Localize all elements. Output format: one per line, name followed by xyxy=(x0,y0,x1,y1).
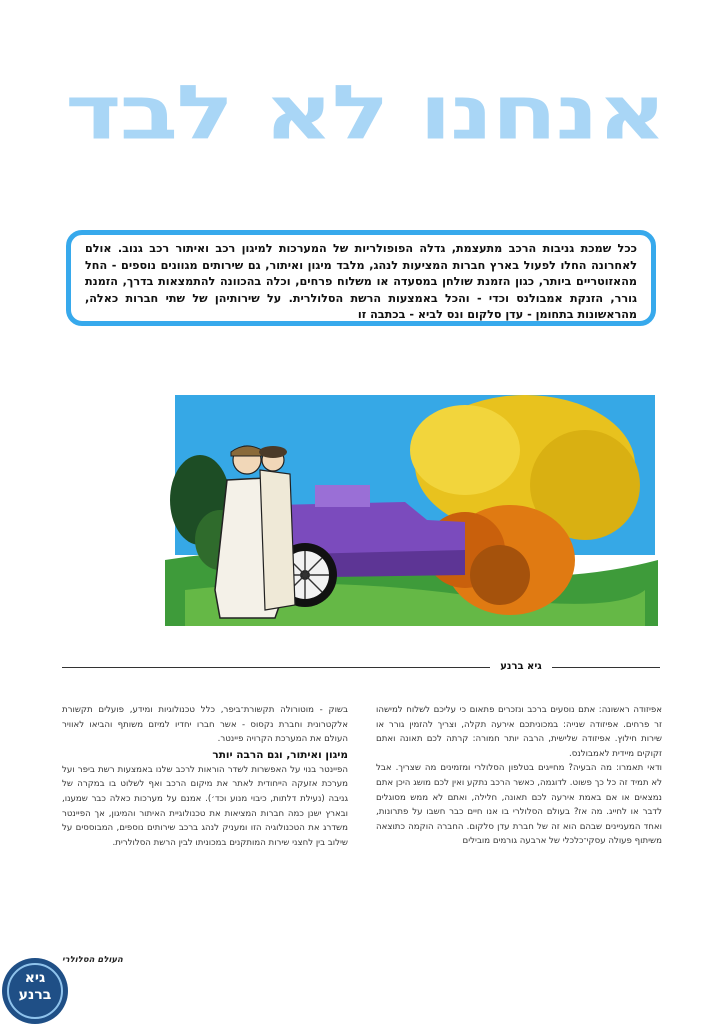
body-paragraph: ודאי תאמרו: מה הבעיה? מחייגים בטלפון הסלולרי ומזמינים מה שצריך. אבל לא תמיד זה כל כך פשוט. לדוגמה, כאשר הרכב נתקע ואין לכם מושג היכן אתם נמצאים או אם באמת אירעה לכם תאונה, חלילה, ואתם לא ממש מסוגלים לדבר או לחייג. מה אז? בעולם הסלולרי בו אנו חיים כבר חשבו על פתרונות, ואחד המעניינים שבהם הוא זה של חברת עדן סלקום. החברה הוקמה כתוצאה משיתוף פעולה עסקי־כלכלי של ארבעה גורמים מובילים xyxy=(376,763,662,847)
author-logo-text: גיא ברנע xyxy=(18,970,52,1003)
intro-box xyxy=(66,230,656,326)
body-paragraph: אפיזודה ראשונה: אתם נוסעים ברכב ונזכרים פתאום כי עליכם לשלוח למישהו זר פרחים. אפיזודה שנייה: במכוניתכם אירעה תקלה, וצריך להזמין גורר או שירות חילוץ. אפיזודה שלישית, הרבה יותר חמורה: קרתה לכם תאונה ואתם זקוקים מיידית לאמבולנס. xyxy=(376,705,662,759)
section-subhead: מיגון ואיתור, וגם הרבה יותר xyxy=(212,748,348,761)
vintage-car-illustration xyxy=(165,390,658,636)
body-paragraph: בשוק - מוטורולה תקשורת־ביפר, כלל טכנולוגיות ומידע, פועלים תקשורת אלקטרונית וחברת נקסוס - אשר חברו יחדיו למיזם משותף והביאו לאוויר העולם את המערכת הקרויה פיינטר. xyxy=(62,705,348,745)
intro-text: ככל שמכת גניבות הרכב מתעצמת, גדלה הפופולריות של המערכות למיגון רכב ואיתור רכב גנוב. אולם לאחרונה החלו לפעול בארץ חברות המציעות לנהג, מלבד מיגון ואיתור, גם שירותים מגוונים נוספים - החל מהאזוטריים ביותר, כגון הזמנת שולחן במסעדה או משלוח פרחים, וכלה בהכוונה להתמצאות בדרך, הזמנת גורר, הזנקת אמבולנס וכדי - והכל באמצעות הרשת הסלולרית. על שירותיהן של שתי חברות כאלה, מהראשונות בתחומן - עדן סלקום ונס לביא - בכתבה זו xyxy=(85,242,637,322)
byline-rule-left xyxy=(62,667,490,668)
byline: גיא ברנע xyxy=(500,661,542,672)
byline-rule-right xyxy=(552,667,660,668)
body-paragraph: הפיינטר בנוי על האפשרות לשדר הוראות לרכב שלנו באמצעות רשת ביפר ועל מערכת אזעקה הייחודית לאתר את מיקום הרכב ואף לשלוט בו במקרה של גניבה (נעילת דלתות, כיבוי מנוע וכד׳). אמנם על מערכות כאלה כבר שמענו, ובארץ ישנן כמה חברות המציאות את טכנולוגיית האיתור והמיגון, אך הפיינטר משדרג את הטכנולוגיה הזו ומעניק לנהג ברכב שירותים נוספים, המבוססים על שילוב בין לחצני שירות המותקנים במכוניתו לבין הרשת הסלולרית. xyxy=(62,764,348,848)
body-column-right xyxy=(376,703,662,849)
body-column-left xyxy=(62,703,348,850)
headline: אנחנו לא לבד xyxy=(65,69,665,157)
footer-brand: העולם הסלולרי xyxy=(62,955,123,965)
